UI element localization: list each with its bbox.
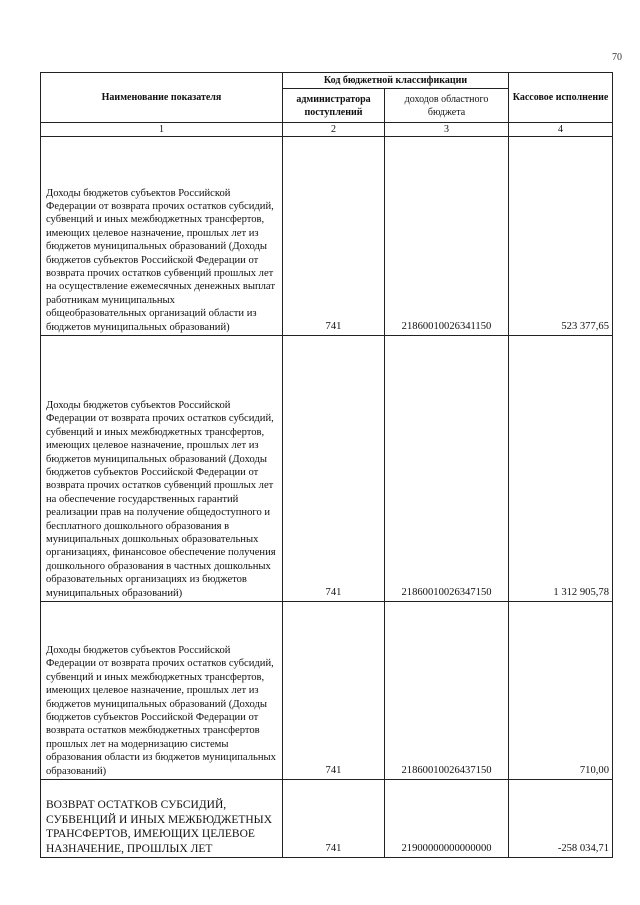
column-number-3: 3: [385, 123, 509, 137]
table-row: [41, 780, 613, 858]
row-budget-code: 21900000000000000: [385, 780, 509, 858]
row-name: Доходы бюджетов субъектов Российской Федерации от возврата прочих остатков субсидий, субвенций и иных межбюджетных трансфертов, имеющих целевое назначение, прошлых лет из бюджетов муниципальных образований (Доходы бюджетов субъектов Российской Федерации от возврата прочих остатков субвенций прошлых лет на обеспечение государственных гарантий реализации прав на получение общедоступного и бесплатного дошкольного образования в муниципальных дошкольных образовательных организациях, финансовое обеспечение получения дошкольного образования в частных дошкольных образовательных организациях из бюджетов муниципальных образований): [41, 336, 283, 602]
row-admin-code: 741: [283, 602, 385, 780]
column-number-2: 2: [283, 123, 385, 137]
header-name-column: Наименование показателя: [41, 73, 283, 123]
row-budget-code: 21860010026341150: [385, 137, 509, 336]
table-header: [41, 73, 613, 137]
header-execution-column: Кассовое исполнение: [509, 73, 613, 123]
row-admin-code: 741: [283, 780, 385, 858]
row-name: Доходы бюджетов субъектов Российской Федерации от возврата прочих остатков субсидий, субвенций и иных межбюджетных трансфертов, имеющих целевое назначение, прошлых лет из бюджетов муниципальных образований (Доходы бюджетов субъектов Российской Федерации от возврата прочих остатков субвенций прошлых лет на осуществление ежемесячных денежных выплат работникам муниципальных общеобразовательных организаций области из бюджетов муниципальных образований): [41, 137, 283, 336]
page-number: 70: [612, 52, 622, 63]
row-amount: 523 377,65: [509, 137, 613, 336]
row-amount: 1 312 905,78: [509, 336, 613, 602]
row-name: Доходы бюджетов субъектов Российской Федерации от возврата прочих остатков субсидий, субвенций и иных межбюджетных трансфертов, имеющих целевое назначение, прошлых лет из бюджетов муниципальных образований (Доходы бюджетов субъектов Российской Федерации от возврата остатков межбюджетных трансфертов прошлых лет на модернизацию системы образования области из бюджетов муниципальных образований): [41, 602, 283, 780]
header-classification-group: Код бюджетной классификации: [283, 73, 509, 89]
header-admin-column: администратора поступлений: [283, 89, 385, 123]
row-budget-code: 21860010026347150: [385, 336, 509, 602]
header-income-column: доходов областного бюджета: [385, 89, 509, 123]
budget-report-table: [40, 72, 613, 858]
row-admin-code: 741: [283, 336, 385, 602]
row-amount: -258 034,71: [509, 780, 613, 858]
column-number-4: 4: [509, 123, 613, 137]
row-budget-code: 21860010026437150: [385, 602, 509, 780]
column-number-1: 1: [41, 123, 283, 137]
table-row: [41, 336, 613, 602]
column-number-row: [41, 123, 613, 137]
table-row: [41, 602, 613, 780]
table-row: [41, 137, 613, 336]
row-admin-code: 741: [283, 137, 385, 336]
row-amount: 710,00: [509, 602, 613, 780]
row-name: ВОЗВРАТ ОСТАТКОВ СУБСИДИЙ, СУБВЕНЦИЙ И ИНЫХ МЕЖБЮДЖЕТНЫХ ТРАНСФЕРТОВ, ИМЕЮЩИХ ЦЕЛЕВОЕ НАЗНАЧЕНИЕ, ПРОШЛЫХ ЛЕТ: [41, 780, 283, 858]
